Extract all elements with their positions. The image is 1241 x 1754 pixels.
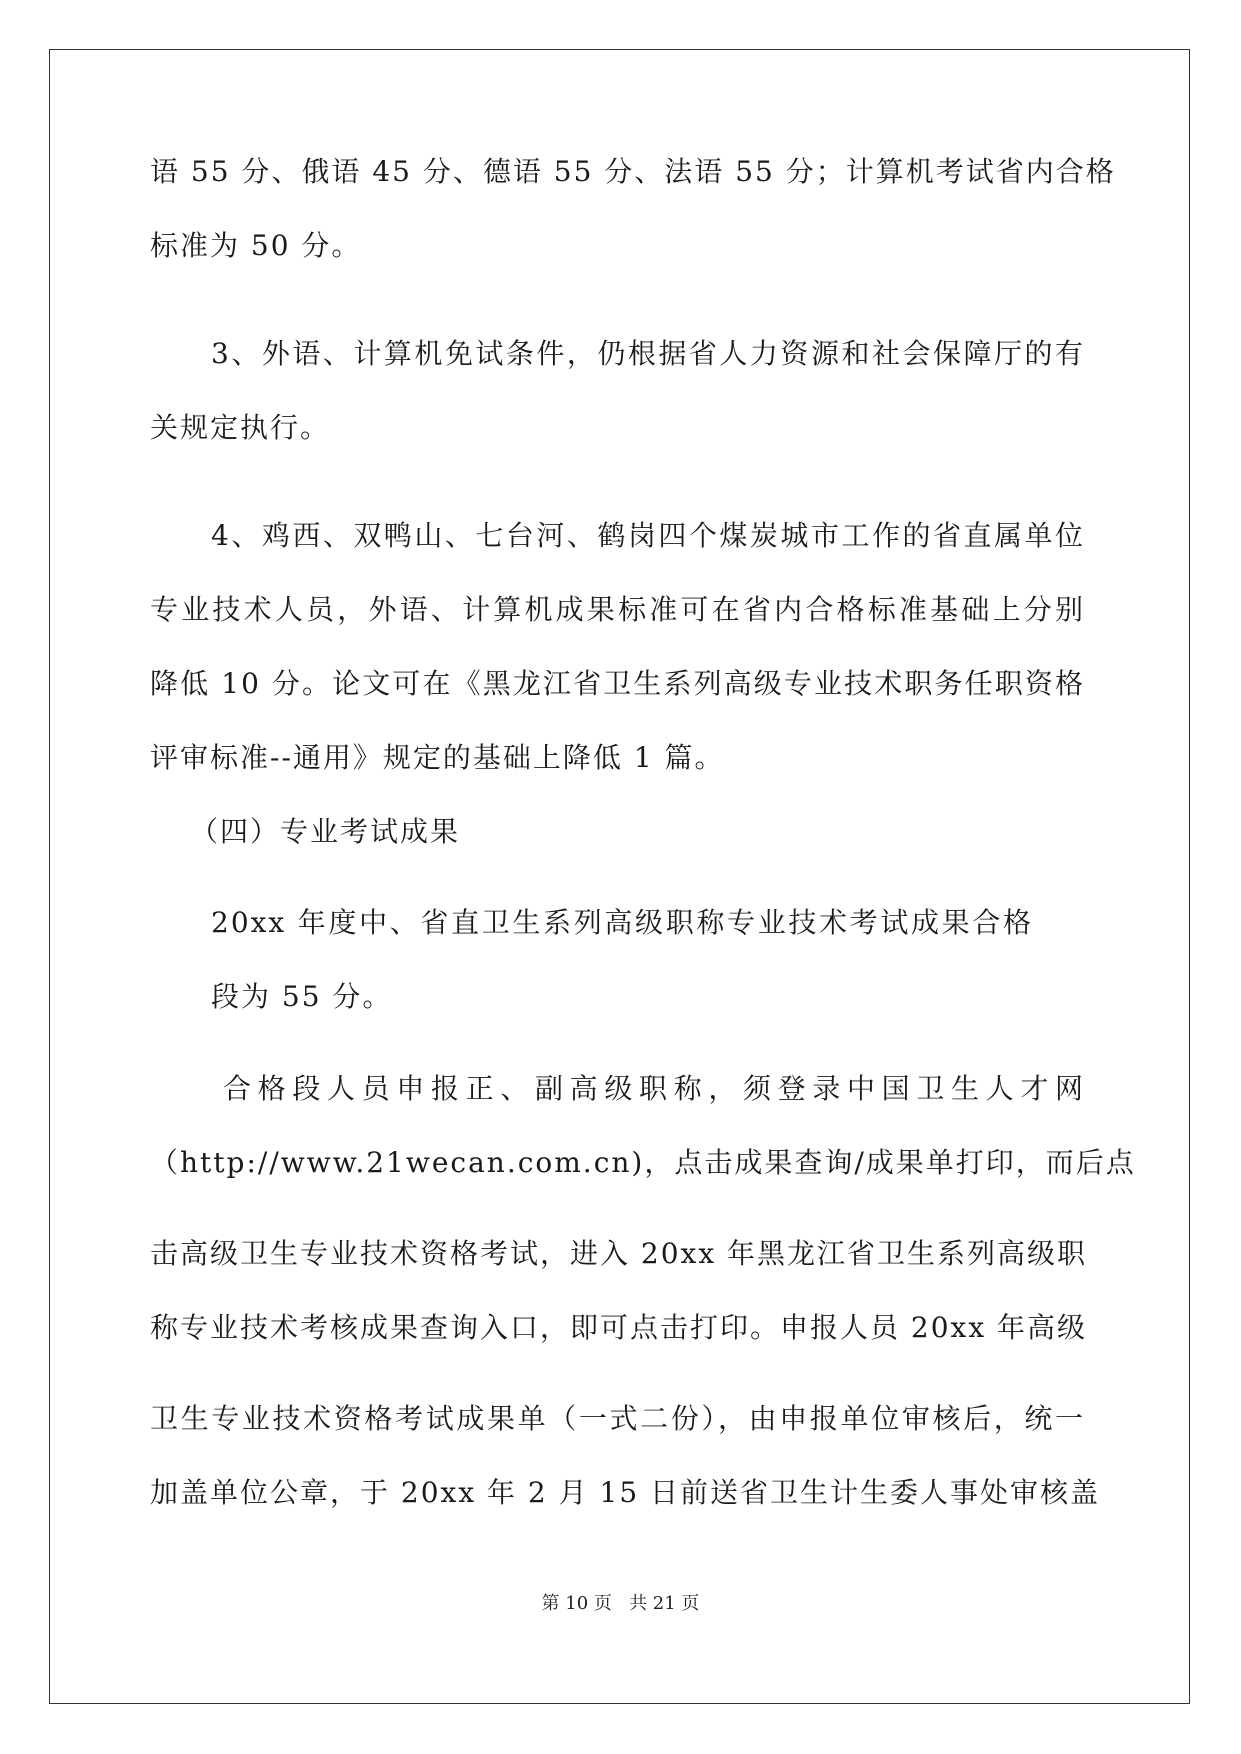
page-number: 第 10 页 — [541, 1593, 612, 1614]
text-line: 关规定执行。 — [150, 411, 331, 444]
text-line: （http://www.21wecan.com.cn)，点击成果查询/成果单打印，而后点 — [150, 1146, 1136, 1179]
text-line: 语 55 分、俄语 45 分、德语 55 分、法语 55 分；计算机考试省内合格 — [150, 155, 1116, 188]
text-line: 3、外语、计算机免试条件，仍根据省人力资源和社会保障厅的有 — [211, 337, 1085, 370]
text-line: 专业技术人员，外语、计算机成果标准可在省内合格标准基础上分别 — [150, 593, 1085, 626]
text-line: 加盖单位公章，于 20xx 年 2 月 15 日前送省卫生计生委人事处审核盖 — [150, 1476, 1101, 1509]
text-line: 合格段人员申报正、副高级职称，须登录中国卫生人才网 — [223, 1072, 1085, 1105]
text-line: 降低 10 分。论文可在《黑龙江省卫生系列高级专业技术职务任职资格 — [150, 667, 1085, 700]
text-line: 评审标准--通用》规定的基础上降低 1 篇。 — [150, 741, 725, 774]
text-line: 标准为 50 分。 — [150, 229, 362, 262]
text-line: 击高级卫生专业技术资格考试，进入 20xx 年黑龙江省卫生系列高级职 — [150, 1237, 1088, 1270]
page-total: 共 21 页 — [629, 1593, 700, 1614]
text-line: 称专业技术考核成果查询入口，即可点击打印。申报人员 20xx 年高级 — [150, 1311, 1088, 1344]
page-footer — [0, 1592, 1241, 1616]
page-border — [49, 49, 1190, 1704]
text-line: 段为 55 分。 — [211, 980, 393, 1013]
text-line: 20xx 年度中、省直卫生系列高级职称专业技术考试成果合格 — [211, 906, 1033, 939]
section-heading: （四）专业考试成果 — [190, 815, 461, 848]
text-line: 4、鸡西、双鸭山、七台河、鹤岗四个煤炭城市工作的省直属单位 — [211, 519, 1085, 552]
text-line: 卫生专业技术资格考试成果单（一式二份），由申报单位审核后，统一 — [150, 1402, 1085, 1435]
